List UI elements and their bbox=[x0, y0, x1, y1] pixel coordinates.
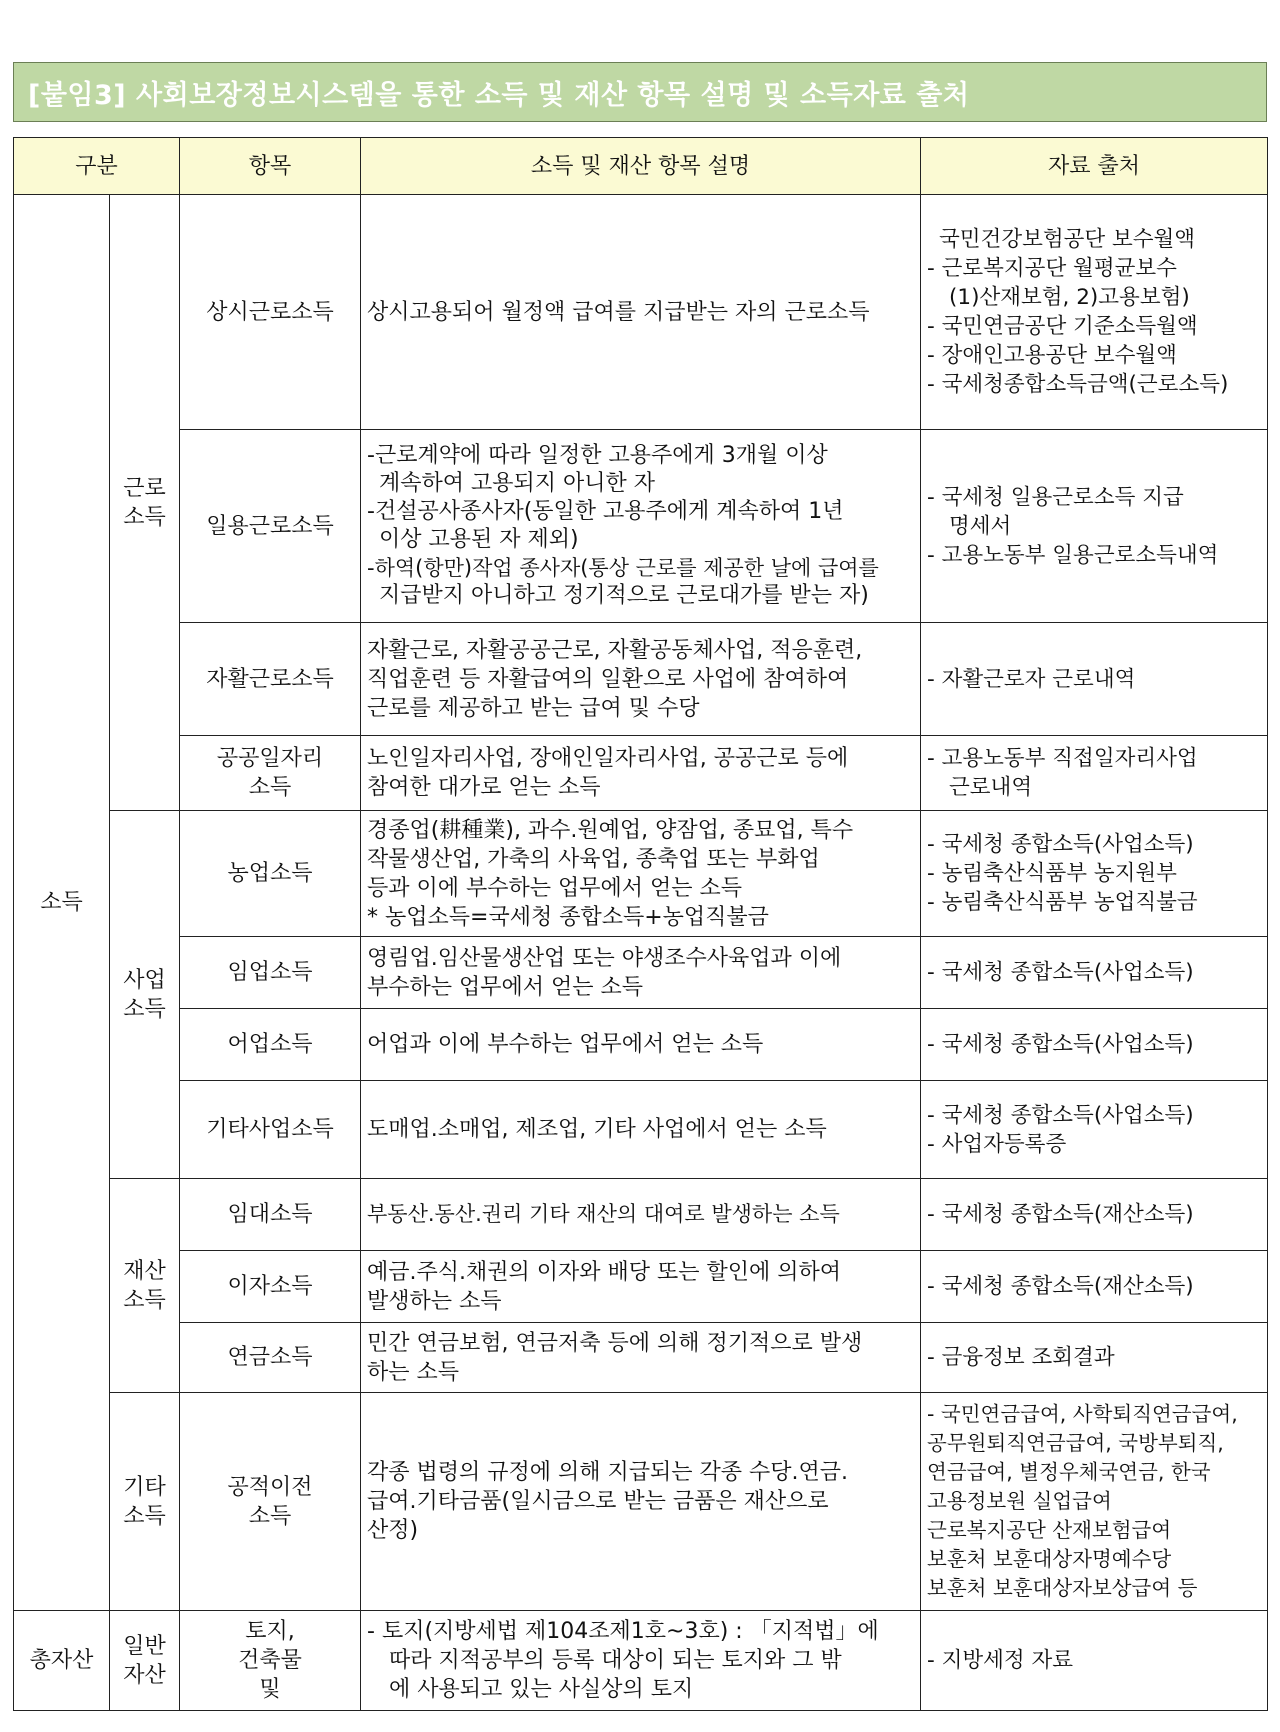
source-cell: - 국세청 종합소득(재산소득) bbox=[921, 1251, 1268, 1323]
source-cell: 국민건강보험공단 보수월액 - 근로복지공단 월평균보수 (1)산재보험, 2)고용보험) - 국민연금공단 기준소득월액 - 장애인고용공단 보수월액 - 국세청종합소득금액(근로소득) bbox=[921, 195, 1268, 430]
description-cell: 민간 연금보험, 연금저축 등에 의해 정기적으로 발생 하는 소득 bbox=[361, 1323, 921, 1393]
item-cell: 임대소득 bbox=[180, 1179, 361, 1251]
description-cell: 각종 법령의 규정에 의해 지급되는 각종 수당.연금. 급여.기타금품(일시금으로 받는 금품은 재산으로 산정) bbox=[361, 1393, 921, 1611]
table-header-row bbox=[14, 138, 1268, 195]
source-cell: - 국세청 종합소득(사업소득) - 농림축산식품부 농지원부 - 농림축산식품부 농업직불금 bbox=[921, 811, 1268, 937]
item-cell: 자활근로소득 bbox=[180, 623, 361, 736]
description-cell: - 토지(지방세법 제104조제1호~3호) : 「지적법」에 따라 지적공부의 등록 대상이 되는 토지와 그 밖 에 사용되고 있는 사실상의 토지 bbox=[361, 1611, 921, 1711]
source-cell: - 국세청 종합소득(사업소득) bbox=[921, 1009, 1268, 1081]
header-source: 자료 출처 bbox=[921, 138, 1268, 195]
item-cell: 이자소득 bbox=[180, 1251, 361, 1323]
category-income: 소득 bbox=[14, 195, 110, 1611]
table-row bbox=[14, 937, 1268, 1009]
category-business-income: 사업 소득 bbox=[110, 811, 180, 1179]
description-cell: 상시고용되어 월정액 급여를 지급받는 자의 근로소득 bbox=[361, 195, 921, 430]
table-row bbox=[14, 195, 1268, 430]
description-cell: 자활근로, 자활공공근로, 자활공동체사업, 적응훈련, 직업훈련 등 자활급여의 일환으로 사업에 참여하여 근로를 제공하고 받는 급여 및 수당 bbox=[361, 623, 921, 736]
header-category: 구분 bbox=[14, 138, 180, 195]
table-row bbox=[14, 811, 1268, 937]
description-cell: 노인일자리사업, 장애인일자리사업, 공공근로 등에 참여한 대가로 얻는 소득 bbox=[361, 736, 921, 811]
table-row bbox=[14, 1393, 1268, 1611]
page-title: [붙임3] 사회보장정보시스템을 통한 소득 및 재산 항목 설명 및 소득자료 출처 bbox=[28, 79, 970, 111]
header-description: 소득 및 재산 항목 설명 bbox=[361, 138, 921, 195]
description-cell: 도매업.소매업, 제조업, 기타 사업에서 얻는 소득 bbox=[361, 1081, 921, 1179]
item-cell: 농업소득 bbox=[180, 811, 361, 937]
description-cell: 어업과 이에 부수하는 업무에서 얻는 소득 bbox=[361, 1009, 921, 1081]
item-cell: 연금소득 bbox=[180, 1323, 361, 1393]
item-cell: 상시근로소득 bbox=[180, 195, 361, 430]
table-row bbox=[14, 1251, 1268, 1323]
item-cell: 공적이전 소득 bbox=[180, 1393, 361, 1611]
source-cell: - 국세청 일용근로소득 지급 명세서 - 고용노동부 일용근로소득내역 bbox=[921, 430, 1268, 623]
category-property-income: 재산 소득 bbox=[110, 1179, 180, 1393]
source-cell: - 고용노동부 직접일자리사업 근로내역 bbox=[921, 736, 1268, 811]
table-row bbox=[14, 1179, 1268, 1251]
table-row bbox=[14, 1081, 1268, 1179]
source-cell: - 금융정보 조회결과 bbox=[921, 1323, 1268, 1393]
description-cell: 예금.주식.채권의 이자와 배당 또는 할인에 의하여 발생하는 소득 bbox=[361, 1251, 921, 1323]
table-row bbox=[14, 1611, 1268, 1711]
table-row bbox=[14, 1323, 1268, 1393]
source-cell: - 자활근로자 근로내역 bbox=[921, 623, 1268, 736]
table-row bbox=[14, 623, 1268, 736]
category-general-assets: 일반 자산 bbox=[110, 1611, 180, 1711]
description-cell: 부동산.동산.권리 기타 재산의 대여로 발생하는 소득 bbox=[361, 1179, 921, 1251]
description-cell: 경종업(耕種業), 과수.원예업, 양잠업, 종묘업, 특수 작물생산업, 가축의 사육업, 종축업 또는 부화업 등과 이에 부수하는 업무에서 얻는 소득 * 농업소득=국세청 종합소득+농업직불금 bbox=[361, 811, 921, 937]
header-item: 항목 bbox=[180, 138, 361, 195]
source-cell: - 국세청 종합소득(사업소득) - 사업자등록증 bbox=[921, 1081, 1268, 1179]
description-cell: 영림업.임산물생산업 또는 야생조수사육업과 이에 부수하는 업무에서 얻는 소득 bbox=[361, 937, 921, 1009]
item-cell: 임업소득 bbox=[180, 937, 361, 1009]
table-row bbox=[14, 430, 1268, 623]
source-cell: - 국세청 종합소득(재산소득) bbox=[921, 1179, 1268, 1251]
title-banner bbox=[13, 62, 1267, 122]
income-asset-table bbox=[13, 137, 1268, 1711]
source-cell: - 지방세정 자료 bbox=[921, 1611, 1268, 1711]
table-row bbox=[14, 736, 1268, 811]
category-total-assets: 총자산 bbox=[14, 1611, 110, 1711]
item-cell: 어업소득 bbox=[180, 1009, 361, 1081]
description-cell: -근로계약에 따라 일정한 고용주에게 3개월 이상 계속하여 고용되지 아니한 자 -건설공사종사자(동일한 고용주에게 계속하여 1년 이상 고용된 자 제외) -하역(항만)작업 종사자(통상 근로를 제공한 날에 급여를 지급받지 아니하고 정기적으로 근로대가를 받는 자) bbox=[361, 430, 921, 623]
item-cell: 일용근로소득 bbox=[180, 430, 361, 623]
source-cell: - 국세청 종합소득(사업소득) bbox=[921, 937, 1268, 1009]
category-other-income: 기타 소득 bbox=[110, 1393, 180, 1611]
table-row bbox=[14, 1009, 1268, 1081]
source-cell: - 국민연금급여, 사학퇴직연금급여, 공무원퇴직연금급여, 국방부퇴직, 연금급여, 별정우체국연금, 한국 고용정보원 실업급여 근로복지공단 산재보험급여 보훈처 보훈대상자명예수당 보훈처 보훈대상자보상급여 등 bbox=[921, 1393, 1268, 1611]
category-labor-income: 근로 소득 bbox=[110, 195, 180, 811]
item-cell: 기타사업소득 bbox=[180, 1081, 361, 1179]
item-cell: 공공일자리 소득 bbox=[180, 736, 361, 811]
item-cell: 토지, 건축물 및 bbox=[180, 1611, 361, 1711]
